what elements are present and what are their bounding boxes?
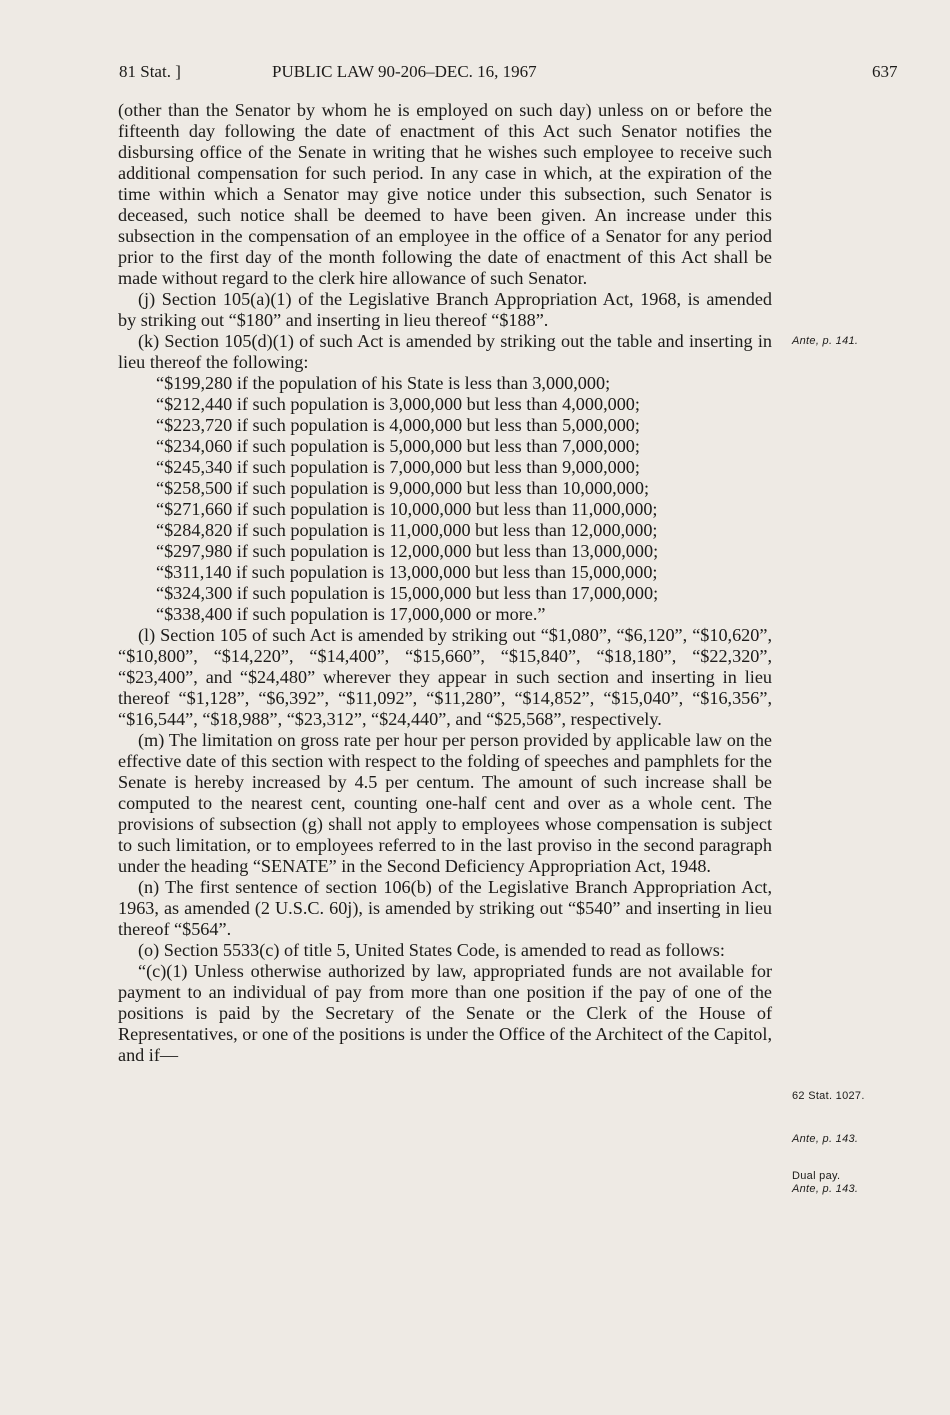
table-line: “$258,500 if such population is 9,000,000 but less than 10,000,000;	[156, 478, 650, 498]
table-line: “$338,400 if such population is 17,000,000 or more.”	[156, 604, 546, 624]
margin-note-ante-141: Ante, p. 141.	[792, 335, 859, 347]
page-number: 637	[872, 62, 898, 81]
table-line: “$297,980 if such population is 12,000,000 but less than 13,000,000;	[156, 541, 659, 561]
margin-note-ante-143: Ante, p. 143.	[792, 1133, 859, 1145]
table-line: “$284,820 if such population is 11,000,000 but less than 12,000,000;	[156, 520, 658, 540]
paragraph-j: (j) Section 105(a)(1) of the Legislative Branch Appropriation Act, 1968, is amended by striking out “$180” and inserting in lieu thereof “$188”.	[118, 289, 772, 330]
paragraph-k: (k) Section 105(d)(1) of such Act is amended by striking out the table and inserting in lieu thereof the following:	[118, 331, 772, 372]
paragraph-m: (m) The limitation on gross rate per hour per person provided by applicable law on the effective date of this section with respect to the folding of speeches and pamphlets for the Senate is hereby increased by 4.5 per centum. The amount of such increase shall be computed to the nearest cent, counting one-half cent and over as a whole cent. The provisions of subsection (g) shall not apply to employees whose compensation is subject to such limitation, or to employees referred to in the last proviso in the second paragraph under the heading “SENATE” in the Second Deficiency Appropriation Act, 1948.	[118, 730, 772, 876]
table-line: “$324,300 if such population is 15,000,000 but less than 17,000,000;	[156, 583, 659, 603]
paragraph-c1: “(c)(1) Unless otherwise authorized by law, appropriated funds are not available for payment to an individual of pay from more than one position if the pay of one of the positions is paid by the Secretary of the Senate or the Clerk of the House of Representatives, or one of the positions is under the Office of the Architect of the Capitol, and if—	[118, 961, 772, 1065]
table-line: “$234,060 if such population is 5,000,000 but less than 7,000,000;	[156, 436, 640, 456]
volume-reference: 81 Stat. ]	[119, 62, 181, 81]
margin-note-62-stat: 62 Stat. 1027.	[792, 1090, 865, 1102]
body-text	[118, 100, 772, 1066]
running-title: PUBLIC LAW 90-206–DEC. 16, 1967	[272, 62, 537, 81]
paragraph-l: (l) Section 105 of such Act is amended by striking out “$1,080”, “$6,120”, “$10,620”, “$10,800”, “$14,220”, “$14,400”, “$15,660”, “$15,840”, “$18,180”, “$22,320”, “$23,400”, and “$24,480” wherever they appear in such section and inserting in lieu thereof “$1,128”, “$6,392”, “$11,092”, “$11,280”, “$14,852”, “$15,040”, “$16,356”, “$16,544”, “$18,988”, “$23,312”, “$24,440”, and “$25,568”, respectively.	[118, 625, 772, 729]
table-line: “$245,340 if such population is 7,000,000 but less than 9,000,000;	[156, 457, 640, 477]
table-line: “$271,660 if such population is 10,000,000 but less than 11,000,000;	[156, 499, 658, 519]
margin-note-dual-pay: Dual pay. Ante, p. 143.	[792, 1170, 859, 1195]
table-line: “$199,280 if the population of his State is less than 3,000,000;	[156, 373, 611, 393]
table-line: “$311,140 if such population is 13,000,000 but less than 15,000,000;	[156, 562, 658, 582]
table-line: “$212,440 if such population is 3,000,000 but less than 4,000,000;	[156, 394, 640, 414]
paragraph-o: (o) Section 5533(c) of title 5, United States Code, is amended to read as follows:	[138, 940, 725, 960]
table-line: “$223,720 if such population is 4,000,000 but less than 5,000,000;	[156, 415, 640, 435]
paragraph-continuation: (other than the Senator by whom he is employed on such day) unless on or before the fifteenth day following the date of enactment of this Act such Senator notifies the disbursing office of the Senate in writing that he wishes such employee to receive such additional compensation for such period. In any case in which, at the expiration of the time within which a Senator may give notice under this subsection, such Senator is deceased, such notice shall be deemed to have been given. An increase under this subsection in the compensation of an employee in the office of a Senator for any period prior to the first day of the month following the date of enactment of this Act shall be made without regard to the clerk hire allowance of such Senator.	[118, 100, 772, 288]
paragraph-n: (n) The first sentence of section 106(b) of the Legislative Branch Appropriation Act, 1963, as amended (2 U.S.C. 60j), is amended by striking out “$540” and inserting in lieu thereof “$564”.	[118, 877, 772, 939]
page-header	[0, 62, 950, 86]
